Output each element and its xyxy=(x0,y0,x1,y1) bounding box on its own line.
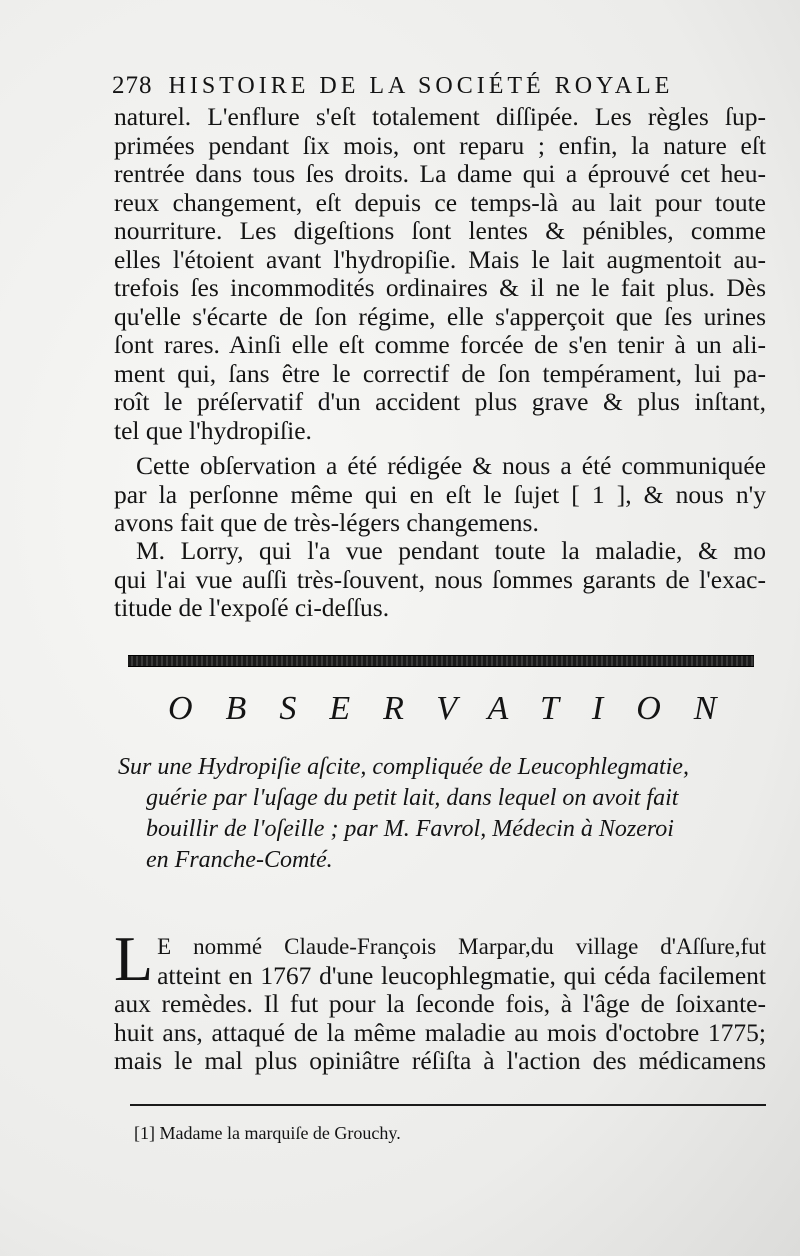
text-line: trefois ſes incommodités ordinaires & il ne le fait plus. Dès xyxy=(114,273,766,302)
text-line: titude de l'expoſé ci-deſſus. xyxy=(114,593,390,622)
text-line: aux remèdes. Il fut pour la ſeconde fois, à l'âge de ſoixante- xyxy=(114,989,766,1018)
text-line: par la perſonne même qui en eſt le ſujet [ 1 ], & nous n'y xyxy=(114,479,766,509)
paragraph-2 xyxy=(114,452,766,538)
text-line: Cette obſervation a été rédigée & nous a été communiquée xyxy=(136,451,766,480)
subtitle-line: en Franche-Comté. xyxy=(146,847,333,873)
observation-title: OBSERVATION xyxy=(168,690,750,727)
subtitle-line: guérie par l'uſage du petit lait, dans lequel on avoit fait xyxy=(146,785,679,811)
text-line: qu'elle s'écarte de ſon régime, elle s'apperçoit que ſes urines xyxy=(114,301,766,331)
page-number: 278 xyxy=(112,72,153,99)
paragraph-3 xyxy=(114,537,766,623)
text-line: primées pendant ſix mois, ont reparu ; enfin, la nature eſt xyxy=(114,130,766,160)
paragraph-1 xyxy=(114,103,766,445)
footnote-rule xyxy=(130,1104,766,1106)
text-line: tel que l'hydropiſie. xyxy=(114,415,312,445)
text-line: mais le mal plus opiniâtre réſiſta à l'action des médicamens xyxy=(114,1046,766,1075)
first-line-text: E nommé Claude-François Marpar,du village d'Aſſure,fut xyxy=(157,934,766,959)
text-line: ment qui, ſans être le correctif de ſon tempérament, lui pa- xyxy=(114,358,766,388)
text-line: nourriture. Les digeſtions ſont lentes & pénibles, comme xyxy=(114,216,766,245)
observation-subtitle xyxy=(118,752,768,876)
running-header xyxy=(112,72,712,104)
ornamental-rule xyxy=(128,655,754,667)
text-line: huit ans, attaqué de la même maladie au mois d'octobre 1775; xyxy=(114,1017,766,1047)
footnote: [1] Madame la marquiſe de Grouchy. xyxy=(134,1123,401,1143)
text-line: naturel. L'enflure s'eſt totalement diſſipée. Les règles ſup- xyxy=(114,102,766,131)
text-line: qui l'ai vue auſſi très-ſouvent, nous ſommes garants de l'exac- xyxy=(114,564,766,594)
subtitle-line: bouillir de l'oſeille ; par M. Favrol, Médecin à Nozeroi xyxy=(146,816,674,842)
text-line: atteint en 1767 d'une leucophlegmatie, qui céda facilement xyxy=(157,960,766,990)
text-line: rentrée dans tous ſes droits. La dame qui a éprouvé cet heu- xyxy=(114,159,766,188)
text-line: M. Lorry, qui l'a vue pendant toute la maladie, & mo xyxy=(136,536,766,565)
text-line: elles l'étoient avant l'hydropiſie. Mais le lait augmentoit au- xyxy=(114,244,766,274)
text-line: avons fait que de très-légers changemens. xyxy=(114,508,539,537)
text-line: reux changement, eſt depuis ce temps-là au lait pour toute xyxy=(114,187,766,217)
paragraph-4 xyxy=(114,923,766,1076)
running-title: HISTOIRE DE LA SOCIÉTÉ ROYALE xyxy=(168,73,674,99)
text-line: roît le préſervatif d'un accident plus grave & plus inſtant, xyxy=(114,387,766,416)
subtitle-line: Sur une Hydropiſie aſcite, compliquée de Leucophlegmatie, xyxy=(118,754,689,780)
drop-cap: L xyxy=(114,923,154,994)
text-line: ſont rares. Ainſi elle eſt comme forcée de s'en tenir à un ali- xyxy=(114,330,766,359)
